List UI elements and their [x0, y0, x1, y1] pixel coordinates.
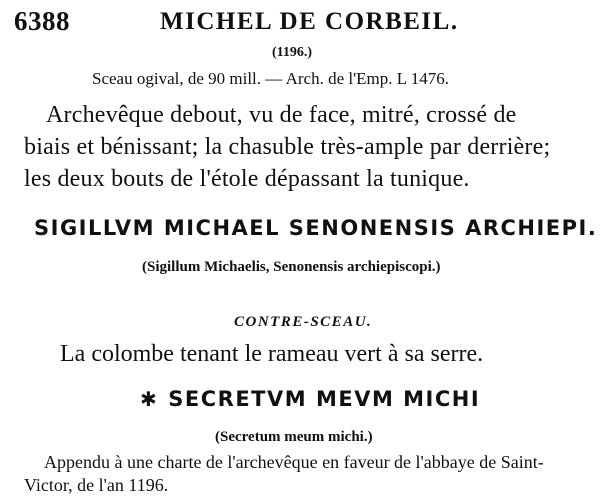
seal-legend: SIGILLVM MICHAEL SENONENSIS ARCHIEPI. — [34, 216, 598, 240]
cross-icon: ✱ — [140, 387, 159, 411]
counter-seal-legend-row — [140, 387, 480, 411]
description-line-1: Archevêque debout, vu de face, mitré, crossé de — [46, 102, 517, 128]
counter-seal-legend: SECRETVM MEVM MICHI — [168, 387, 481, 411]
entry-title: MICHEL DE CORBEIL. — [160, 8, 459, 35]
counter-seal-legend-transcription: (Secretum meum michi.) — [215, 429, 373, 445]
note-line-1: Appendu à une charte de l'archevêque en faveur de l'abbaye de Saint- — [44, 452, 544, 472]
note-line-2: Victor, de l'an 1196. — [24, 475, 169, 495]
entry-year: (1196.) — [272, 45, 313, 60]
counter-seal-heading: CONTRE-SCEAU. — [234, 314, 373, 330]
counter-seal-description: La colombe tenant le rameau vert à sa serre. — [60, 341, 484, 367]
entry-number: 6388 — [14, 6, 70, 36]
description-line-3: les deux bouts de l'étole dépassant la tunique. — [24, 166, 470, 192]
description-line-2: biais et bénissant; la chasuble très-ample par derrière; — [24, 134, 551, 160]
seal-legend-transcription: (Sigillum Michaelis, Senonensis archiepiscopi.) — [142, 259, 441, 275]
seal-info: Sceau ogival, de 90 mill. — Arch. de l'Emp. L 1476. — [92, 69, 450, 88]
